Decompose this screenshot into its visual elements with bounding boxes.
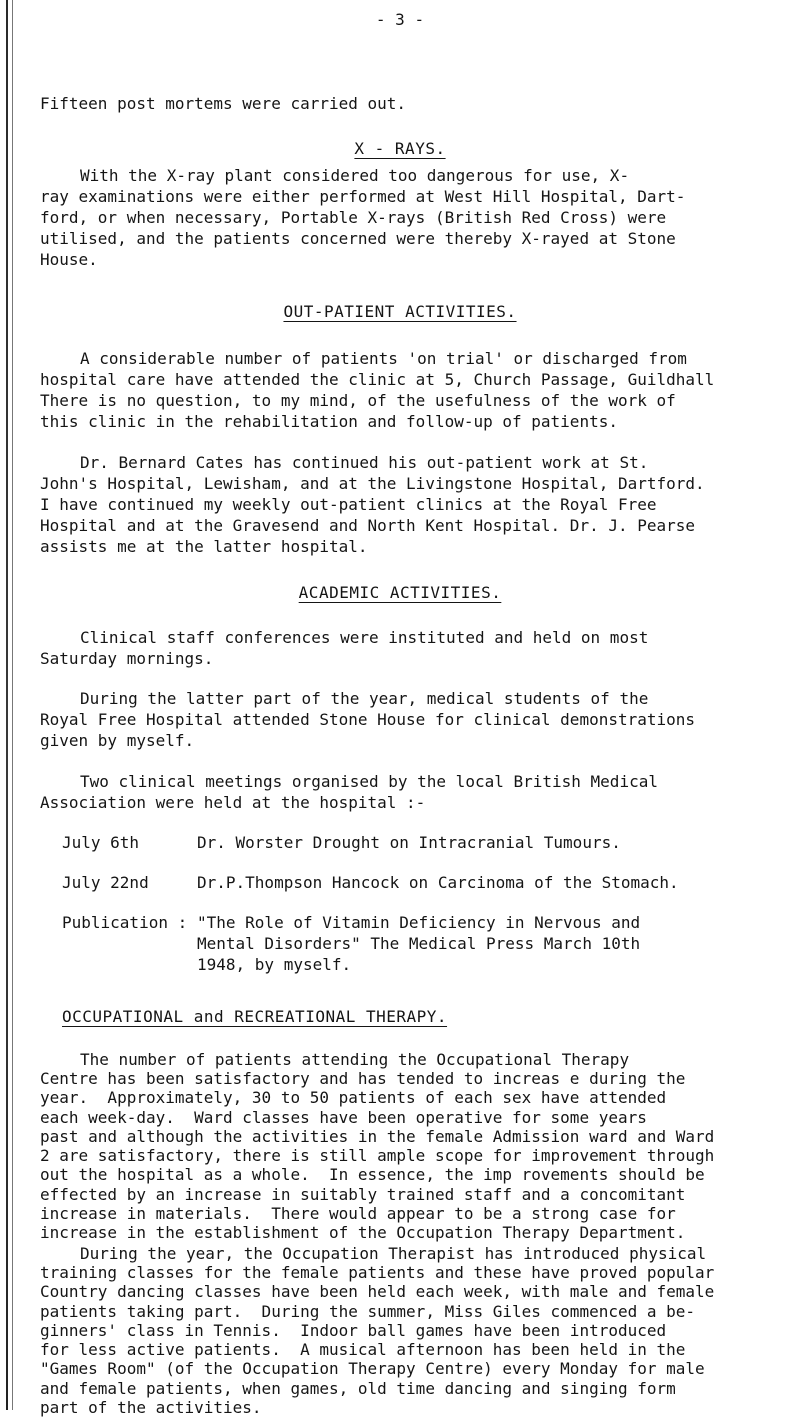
text-line: During the latter part of the year, medical students of the <box>80 689 649 708</box>
text-line: patients taking part. During the summer, Miss Giles commenced a be- <box>40 1301 696 1321</box>
intro-paragraph <box>40 93 795 114</box>
occupational-para2 <box>40 1263 795 1417</box>
publication-label: Publication : <box>62 913 188 932</box>
text-line: increase in the establishment of the Occupation Therapy Department. <box>40 1223 686 1243</box>
text-line: During the year, the Occupation Therapist has introduced physical <box>80 1244 707 1263</box>
event-description: Dr. Worster Drought on Intracranial Tumours. <box>197 833 621 852</box>
academic-para1 <box>40 648 795 669</box>
text-line: utilised, and the patients concerned were thereby X-rayed at Stone <box>40 229 676 248</box>
text-line: out the hospital as a whole. In essence, the imp rovements should be <box>40 1165 705 1185</box>
text-line: part of the activities. <box>40 1398 262 1417</box>
academic-para1-first-line <box>80 627 795 648</box>
event-description: Dr.P.Thompson Hancock on Carcinoma of the Stomach. <box>197 873 679 892</box>
text-line: With the X-ray plant considered too dangerous for use, X- <box>80 166 630 185</box>
text-line: Fifteen post mortems were carried out. <box>40 94 407 113</box>
text-line: The number of patients attending the Occupational Therapy <box>80 1050 630 1069</box>
outpatient-para1 <box>40 369 795 432</box>
text-line: ford, or when necessary, Portable X-rays (British Red Cross) were <box>40 208 667 227</box>
page-number: - 3 - <box>375 10 425 29</box>
text-line: Saturday mornings. <box>40 649 214 668</box>
event-date: July 22nd <box>62 873 149 892</box>
outpatient-para2-first-line <box>80 452 795 473</box>
xrays-heading: X - RAYS. <box>354 139 446 158</box>
text-line: Royal Free Hospital attended Stone House for clinical demonstrations <box>40 710 696 729</box>
text-line: "Games Room" (of the Occupation Therapy Centre) every Monday for male <box>40 1359 705 1379</box>
text-line: increase in materials. There would appear to be a strong case for <box>40 1204 676 1224</box>
text-line: Country dancing classes have been held each week, with male and female <box>40 1282 715 1302</box>
occupational-heading: OCCUPATIONAL and RECREATIONAL THERAPY. <box>62 1007 448 1026</box>
text-line: John's Hospital, Lewisham, and at the Livingstone Hospital, Dartford. <box>40 474 705 493</box>
outpatient-heading: OUT-PATIENT ACTIVITIES. <box>283 302 517 321</box>
text-line: Centre has been satisfactory and has tended to increas e during the <box>40 1069 686 1088</box>
text-line: hospital care have attended the clinic at 5, Church Passage, Guildhall <box>40 370 715 389</box>
text-line: given by myself. <box>40 731 195 750</box>
text-line: Hospital and at the Gravesend and North Kent Hospital. Dr. J. Pearse <box>40 516 696 535</box>
text-line: year. Approximately, 30 to 50 patients of each sex have attended <box>40 1088 667 1108</box>
text-line: past and although the activities in the female Admission ward and Ward <box>40 1126 715 1146</box>
text-line: Association were held at the hospital :- <box>40 793 426 812</box>
text-line: each week-day. Ward classes have been operative for some years <box>40 1107 647 1127</box>
academic-para2 <box>40 709 795 751</box>
occupational-para2-first-line <box>80 1244 795 1263</box>
text-line: this clinic in the rehabilitation and follow-up of patients. <box>40 412 618 431</box>
text-line: Two clinical meetings organised by the local British Medical <box>80 772 658 791</box>
text-line: House. <box>40 250 98 269</box>
outpatient-para1-first-line <box>80 348 795 369</box>
occupational-para1 <box>40 1069 795 1243</box>
text-line: ginners' class in Tennis. Indoor ball games have been introduced <box>40 1320 667 1340</box>
academic-para3 <box>40 792 795 813</box>
text-line: Dr. Bernard Cates has continued his out-patient work at St. <box>80 453 649 472</box>
text-line: and female patients, when games, old time dancing and singing form <box>40 1378 676 1398</box>
text-line: effected by an increase in suitably trained staff and a concomitant <box>40 1184 686 1204</box>
outpatient-para2 <box>40 473 795 557</box>
text-line: There is no question, to my mind, of the usefulness of the work of <box>40 391 676 410</box>
xrays-paragraph-first-line <box>80 165 795 186</box>
academic-para2-first-line <box>80 688 795 709</box>
occupational-para1-first-line <box>80 1050 795 1069</box>
academic-para3-first-line <box>80 771 795 792</box>
text-line: for less active patients. A musical afternoon has been held in the <box>40 1340 686 1360</box>
text-line: A considerable number of patients 'on trial' or discharged from <box>80 349 687 368</box>
text-line: I have continued my weekly out-patient clinics at the Royal Free <box>40 495 657 514</box>
text-line: ray examinations were either performed at West Hill Hospital, Dart- <box>40 187 686 206</box>
left-margin-rule <box>6 0 8 1410</box>
xrays-paragraph <box>40 186 795 270</box>
left-margin-rule-secondary <box>12 0 13 1410</box>
publication-citation: "The Role of Vitamin Deficiency in Nervous and Mental Disorders" The Medical Press March 10th 1948, by myself. <box>197 913 641 974</box>
academic-heading: ACADEMIC ACTIVITIES. <box>298 583 502 602</box>
text-line: 2 are satisfactory, there is still ample scope for improvement through <box>40 1146 715 1166</box>
text-line: Clinical staff conferences were instituted and held on most <box>80 628 649 647</box>
event-date: July 6th <box>62 833 140 852</box>
text-line: training classes for the female patients and these have proved popular <box>40 1263 715 1282</box>
text-line: assists me at the latter hospital. <box>40 537 368 556</box>
